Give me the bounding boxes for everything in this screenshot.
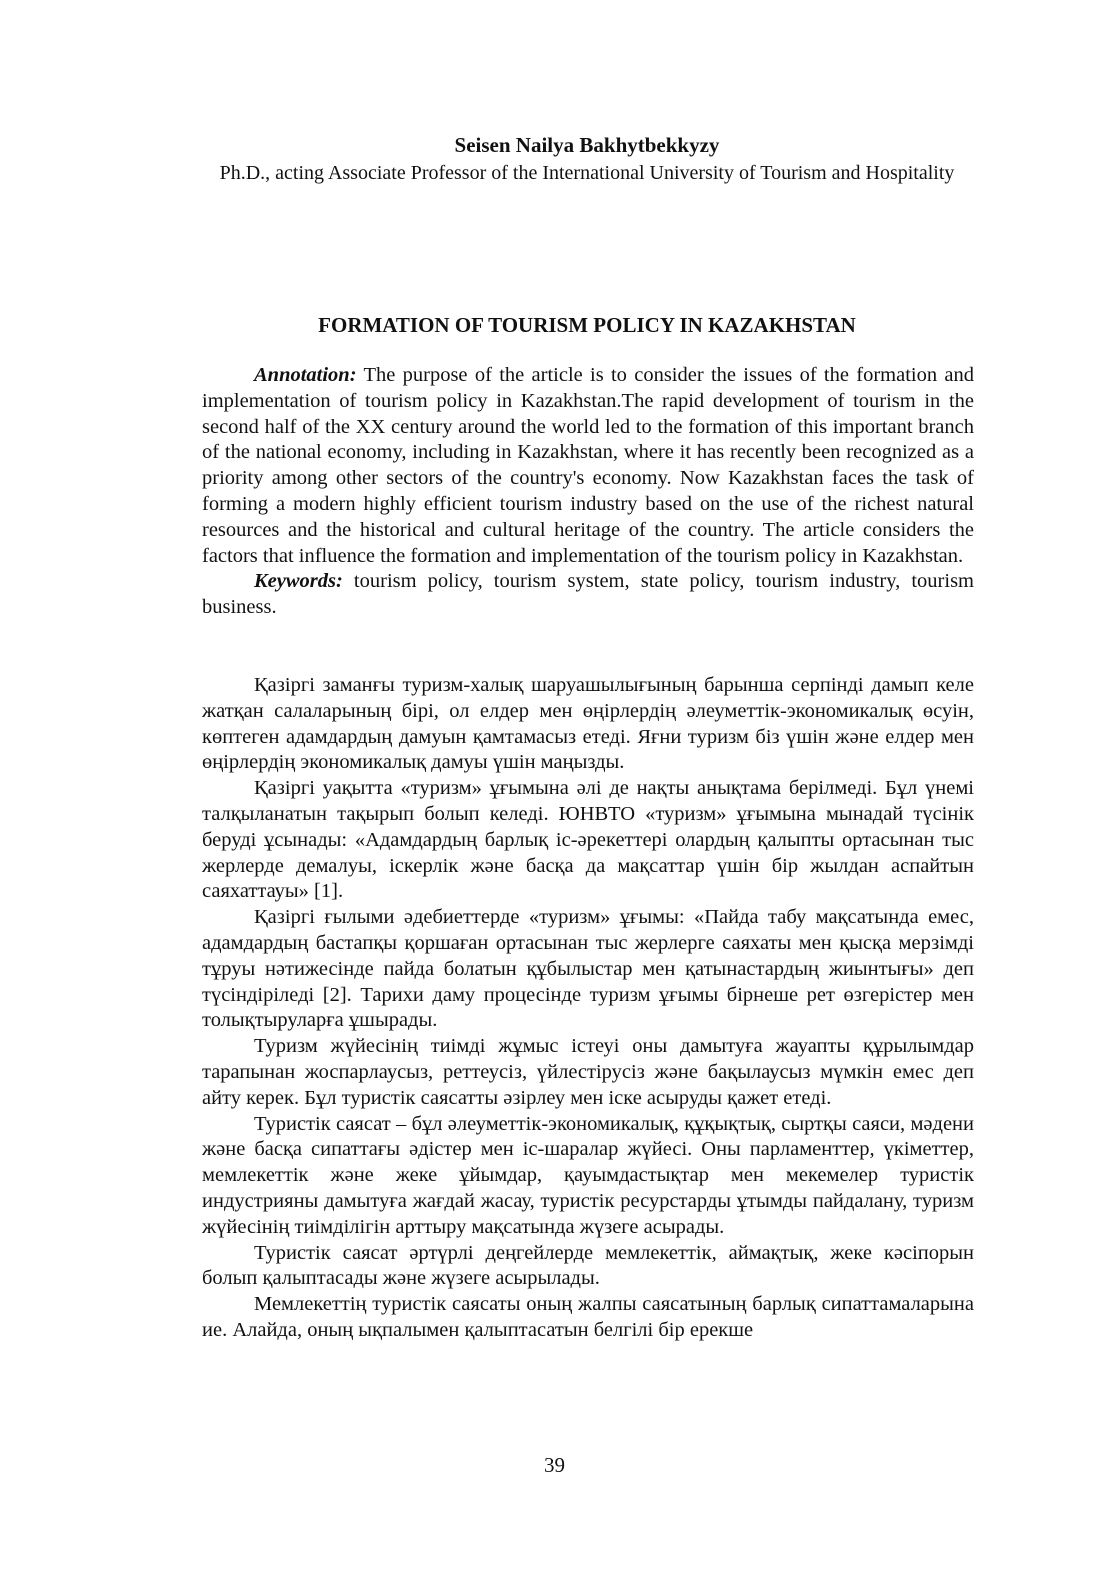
body-paragraph: Қазіргі ғылыми әдебиеттерде «туризм» ұғымы: «Пайда табу мақсатында емес, адамдардың бастапқы қоршаған ортасынан тыс жерлерге саяхаты мен қысқа мерзімді тұруы нәтижесінде пайда болатын құбылыстар мен қатынастардың жиынтығы» деп түсіндіріледі [2]. Тарихи даму процесінде туризм ұғымы бірнеше рет өзгерістер мен толықтыруларға ұшырады. [202, 906, 974, 1032]
page-number: 39 [544, 1453, 565, 1477]
body-paragraph: Туризм жүйесінің тиімді жұмыс істеуі оны дамытуға жауапты құрылымдар тарапынан жоспарлаусыз, реттеусіз, үйлестірусіз және бақылаусыз мүмкін емес деп айту керек. Бұл туристік саясатты әзірлеу мен іске асыруды қажет етеді. [202, 1035, 974, 1109]
body-paragraph: Қазіргі уақытта «туризм» ұғымына әлі де нақты анықтама берілмеді. Бұл үнемі талқыланатын тақырып болып келеді. ЮНВТО «туризм» ұғымына мынадай түсінік беруді ұсынады: «Адамдардың барлық іс-әрекеттері олардың қалыпты ортасынан тыс жерлерде демалуы, іскерлік және басқа да мақсаттар үшін бір жылдан аспайтын саяхаттауы» [1]. [202, 777, 974, 903]
annotation-paragraph [202, 363, 974, 569]
keywords-label: Keywords: [254, 570, 343, 593]
main-text [202, 673, 974, 1344]
author-name: Seisen Nailya Bakhytbekkyzy [454, 133, 720, 157]
author-affiliation: Ph.D., acting Associate Professor of the International University of Tourism and Hospitality [219, 162, 955, 184]
annotation-block [202, 363, 974, 621]
keywords-text: tourism policy, tourism system, state policy, tourism industry, tourism business. [202, 570, 974, 619]
body-paragraph: Мемлекеттің туристік саясаты оның жалпы саясатының барлық сипаттамаларына ие. Алайда, оның ықпалымен қалыптасатын белгілі бір ерекше [202, 1293, 974, 1341]
author-block [160, 130, 1014, 186]
body-paragraph: Туристік саясат әртүрлі деңгейлерде мемлекеттік, аймақтық, жеке кәсіпорын болып қалыптасады және жүзеге асырылады. [202, 1241, 974, 1290]
body-paragraph: Қазіргі заманғы туризм-халық шаруашылығының барынша серпінді дамып келе жатқан салаларының бірі, ол елдер мен өңірлердің әлеуметтік-экономикалық өсуін, көптеген адамдардың дамуын қамтамасыз етеді. Яғни туризм біз үшін және елдер мен өңірлердің экономикалық дамуы үшін маңызды. [202, 674, 974, 774]
article-title: FORMATION OF TOURISM POLICY IN KAZAKHSTAN [318, 313, 856, 337]
body-paragraph: Туристік саясат – бұл әлеуметтік-экономикалық, құқықтық, сыртқы саяси, мәдени және басқа сипаттағы әдістер мен іс-шаралар жүйесі. Оны парламенттер, үкіметтер, мемлекеттік және жеке ұйымдар, қауымдастықтар мен мекемелер туристік индустрияны дамытуға жағдай жасау, туристік ресурстарды ұтымды пайдалану, туризм жүйесінің тиімділігін арттыру мақсатында жүзеге асырады. [202, 1112, 974, 1238]
annotation-text: The purpose of the article is to consider the issues of the formation and implementation of tourism policy in Kazakhstan.The rapid development of tourism in the second half of the XX century around the world led to the formation of this important branch of the national economy, including in Kazakhstan, where it has recently been recognized as a priority among other sectors of the country's economy. Now Kazakhstan faces the task of forming a modern highly efficient tourism industry based on the use of the richest natural resources and the historical and cultural heritage of the country. The article considers the factors that influence the formation and implementation of the tourism policy in Kazakhstan. [202, 364, 974, 567]
keywords-paragraph [202, 569, 974, 621]
annotation-label: Annotation: [254, 364, 357, 386]
